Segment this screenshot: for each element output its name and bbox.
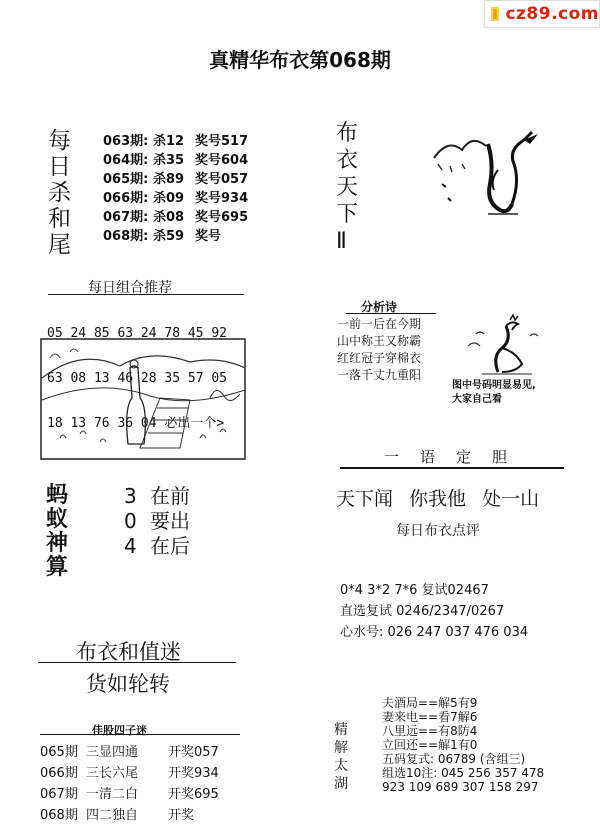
list-item: 五码复式: 06789 (含组三) <box>382 752 526 766</box>
divider <box>48 294 244 295</box>
vertical-char: 精 <box>334 722 348 738</box>
landscape-illustration <box>40 338 246 460</box>
list-item: 妻来电==看7解6 <box>382 710 478 724</box>
period: 068期: <box>103 229 149 244</box>
kill-number: 杀89 <box>153 172 185 187</box>
daily-kill-list <box>103 130 248 244</box>
daily-kill-vertical-title <box>48 128 76 258</box>
list-item <box>103 149 248 168</box>
combo-row: 63 08 13 46 28 35 57 05 <box>47 371 228 386</box>
list-item: 八里远==有8防4 <box>382 724 478 738</box>
prize-number: 开奖695 <box>168 787 219 802</box>
list-item <box>40 763 219 784</box>
list-item <box>40 742 219 763</box>
prize-number: 奖号 <box>195 229 222 244</box>
prize-number: 奖号057 <box>195 172 249 187</box>
buyi-tianxia-title <box>336 120 362 255</box>
combo-row: 18 13 76 36 04 必出一个> <box>47 416 225 431</box>
vertical-char: 布 <box>336 121 359 146</box>
taihu-list <box>382 696 544 794</box>
list-item <box>124 509 190 534</box>
period: 065期: <box>103 172 149 187</box>
ant-number: 0 <box>124 509 137 533</box>
buyi-value-subtitle: 货如轮转 <box>86 672 170 696</box>
buyi-value-title: 布衣和值迷 <box>76 640 181 664</box>
combo-row: 05 24 85 63 24 78 45 92 <box>47 326 228 341</box>
vertical-char: 解 <box>334 740 348 756</box>
divider <box>38 662 236 663</box>
period: 067期 <box>40 787 78 802</box>
period: 068期 <box>40 808 78 823</box>
daily-comment: 每日布衣点评 <box>396 523 480 539</box>
period: 065期 <box>40 745 78 760</box>
period: 064期: <box>103 153 149 168</box>
vertical-char: 湖 <box>334 776 348 792</box>
poem-line: 山中称王又称霸 <box>337 334 422 348</box>
rooster-illustration <box>462 312 546 378</box>
prize-number: 奖号695 <box>195 210 249 225</box>
ant-number: 4 <box>124 534 137 558</box>
poem-line: 红红冠子穿棉衣 <box>337 351 422 365</box>
analysis-note <box>452 379 536 407</box>
kill-number: 杀09 <box>153 191 185 206</box>
riddle-phrase: 三显四通 <box>86 745 139 760</box>
ant-text: 要出 <box>150 509 190 533</box>
number-row: 心水号: 026 247 037 476 034 <box>340 625 529 640</box>
list-item <box>103 225 248 244</box>
vertical-char: Ⅱ <box>336 229 347 254</box>
page-title: 真精华布衣第068期 <box>209 48 391 72</box>
list-item <box>40 784 219 805</box>
watermark-logo-icon <box>491 7 499 21</box>
taihu-vertical-title <box>334 721 352 793</box>
prize-number: 开奖934 <box>168 766 219 781</box>
riddle-list <box>40 742 219 826</box>
riddle-phrase: 三长六尾 <box>86 766 139 781</box>
ant-list <box>124 484 190 559</box>
period: 063期: <box>103 134 149 149</box>
vertical-char: 神 <box>46 531 69 556</box>
vertical-char: 下 <box>336 202 359 227</box>
prize-number: 奖号604 <box>195 153 249 168</box>
kill-number: 杀35 <box>153 153 185 168</box>
number-row: 直选复试 0246/2347/0267 <box>340 604 505 619</box>
divider <box>340 467 564 469</box>
one-word-main: 天下闻 你我他 处一山 <box>336 488 540 510</box>
combo-title: 每日组合推荐 <box>88 280 172 296</box>
riddle-label: 佳股四子迷 <box>92 724 147 737</box>
note-line: 图中号码明显易见, <box>452 380 536 391</box>
vertical-char: 衣 <box>336 148 359 173</box>
analysis-poem <box>337 316 421 384</box>
poem-line: 一落千丈九重阳 <box>337 368 422 382</box>
vertical-char: 蚁 <box>46 507 69 532</box>
list-item <box>103 206 248 225</box>
analysis-poem-title: 分析诗 <box>361 300 398 314</box>
vertical-char: 尾 <box>48 232 71 258</box>
prize-number: 开奖057 <box>168 745 219 760</box>
one-word-title: 一语定胆 <box>384 448 529 466</box>
vertical-char: 蚂 <box>46 483 69 508</box>
vertical-char: 算 <box>46 555 69 580</box>
vertical-char: 日 <box>48 154 71 180</box>
watermark <box>484 0 600 28</box>
riddle-phrase: 一清二白 <box>86 787 139 802</box>
vertical-char: 杀 <box>48 180 71 206</box>
vertical-char: 天 <box>336 175 359 200</box>
divider <box>40 734 240 735</box>
vertical-char: 每 <box>48 128 71 154</box>
ant-text: 在前 <box>150 484 190 508</box>
list-item <box>124 534 190 559</box>
ant-number: 3 <box>124 484 137 508</box>
riddle-phrase: 四二独自 <box>86 808 139 823</box>
divider <box>346 313 436 314</box>
list-item: 立回还==解1有0 <box>382 738 478 752</box>
ant-text: 在后 <box>150 534 190 558</box>
bird-illustration <box>428 124 558 220</box>
vertical-char: 太 <box>334 758 348 774</box>
list-item <box>103 168 248 187</box>
list-item <box>103 130 248 149</box>
list-item: 夫酒局==解5有9 <box>382 696 478 710</box>
list-item <box>40 805 219 826</box>
list-item: 组选10注: 045 256 357 478 <box>382 766 545 780</box>
number-row: 0*4 3*2 7*6 复试02467 <box>340 583 489 598</box>
prize-number: 奖号517 <box>195 134 249 149</box>
poem-line: 一前一后在今期 <box>337 317 422 331</box>
ant-vertical-title <box>46 484 76 580</box>
list-item <box>103 187 248 206</box>
kill-number: 杀12 <box>153 134 185 149</box>
watermark-text: cz89.com <box>505 4 599 24</box>
period: 067期: <box>103 210 149 225</box>
period: 066期 <box>40 766 78 781</box>
list-item <box>124 484 190 509</box>
period: 066期: <box>103 191 149 206</box>
list-item: 923 109 689 307 158 297 <box>382 780 539 794</box>
kill-number: 杀08 <box>153 210 185 225</box>
kill-number: 杀59 <box>153 229 185 244</box>
number-recommendations <box>340 580 528 643</box>
note-line: 大家自己看 <box>452 394 502 405</box>
prize-number: 开奖 <box>168 808 195 823</box>
vertical-char: 和 <box>48 206 71 232</box>
prize-number: 奖号934 <box>195 191 249 206</box>
